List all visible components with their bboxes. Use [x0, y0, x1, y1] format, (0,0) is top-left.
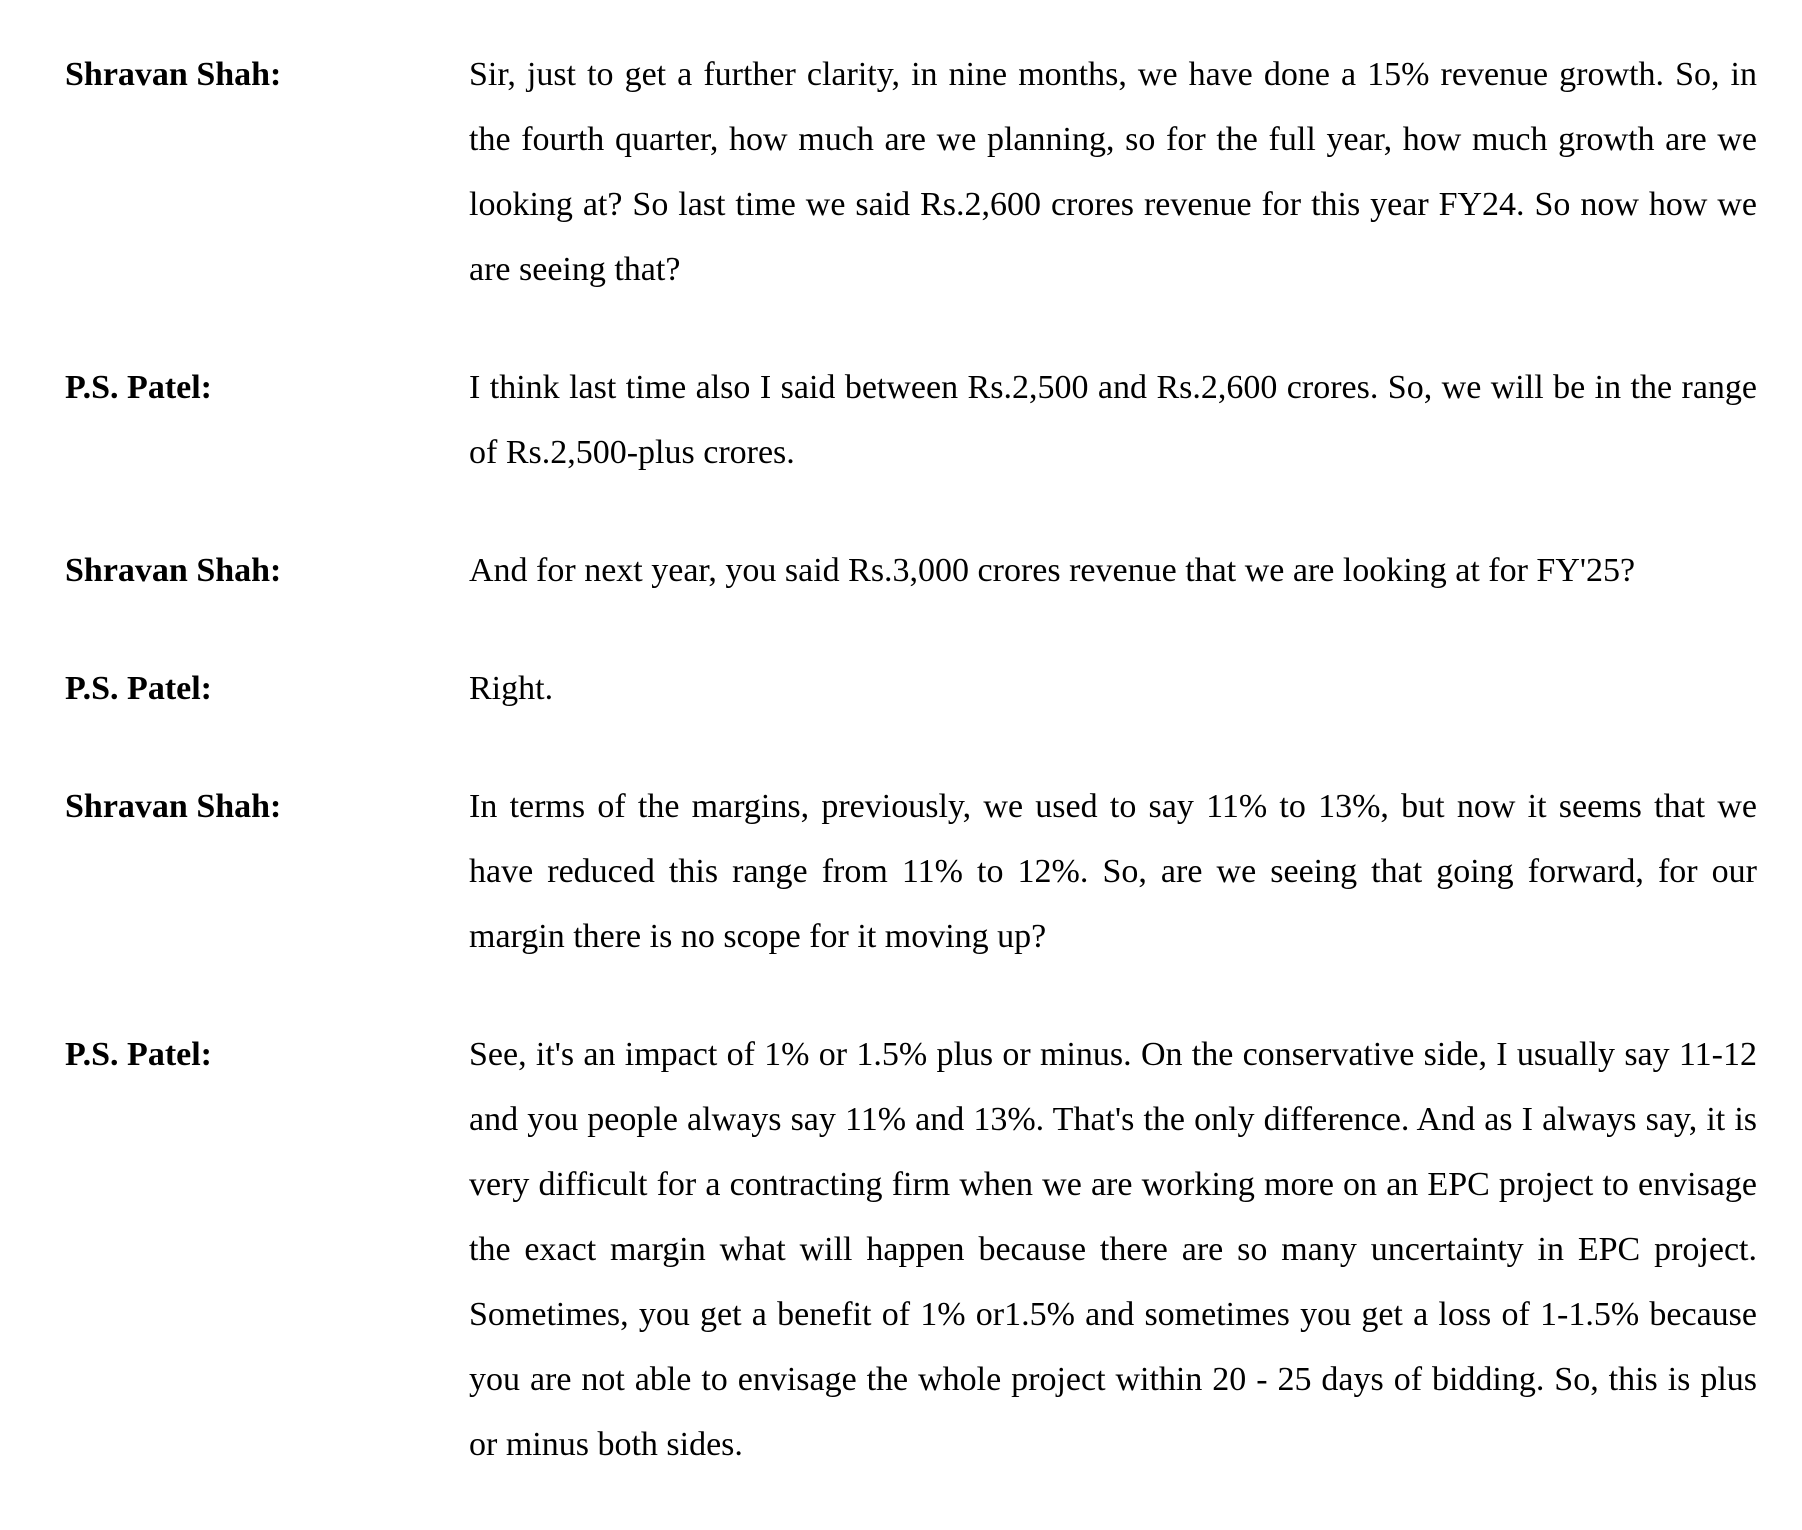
speech-text: In terms of the margins, previously, we used to say 11% to 13%, but now it seems that we have reduced this range from 11% to 12%. So, are we seeing that going forward, for our margin there is no scope for it moving up? — [469, 788, 1757, 955]
speaker-name: Shravan Shah: — [65, 56, 282, 93]
speaker-name: P.S. Patel: — [65, 369, 213, 406]
speech-text: Right. — [469, 670, 554, 707]
speaker-name: Shravan Shah: — [65, 552, 282, 589]
speech-text: And for next year, you said Rs.3,000 crores revenue that we are looking at for FY'25? — [469, 552, 1636, 589]
speaker-name: Shravan Shah: — [65, 788, 282, 825]
transcript-entry — [65, 538, 1757, 603]
transcript — [65, 42, 1757, 1530]
transcript-entry — [65, 774, 1757, 969]
transcript-entry — [65, 656, 1757, 721]
transcript-entry — [65, 42, 1757, 302]
speaker-name: P.S. Patel: — [65, 670, 213, 707]
speech-text: I think last time also I said between Rs.2,500 and Rs.2,600 crores. So, we will be in the range of Rs.2,500-plus crores. — [469, 369, 1757, 471]
transcript-entry — [65, 1022, 1757, 1477]
speech-text: Sir, just to get a further clarity, in nine months, we have done a 15% revenue growth. So, in the fourth quarter, how much are we planning, so for the full year, how much growth are we looking at? So last time we said Rs.2,600 crores revenue for this year FY24. So now how we are seeing that? — [469, 56, 1757, 288]
transcript-entry — [65, 355, 1757, 485]
speaker-name: P.S. Patel: — [65, 1036, 213, 1073]
speech-text: See, it's an impact of 1% or 1.5% plus or minus. On the conservative side, I usually say 11-12 and you people always say 11% and 13%. That's the only difference. And as I always say, it is very difficult for a contracting firm when we are working more on an EPC project to envisage the exact margin what will happen because there are so many uncertainty in EPC project. Sometimes, you get a benefit of 1% or1.5% and sometimes you get a loss of 1-1.5% because you are not able to envisage the whole project within 20 - 25 days of bidding. So, this is plus or minus both sides. — [469, 1036, 1757, 1463]
